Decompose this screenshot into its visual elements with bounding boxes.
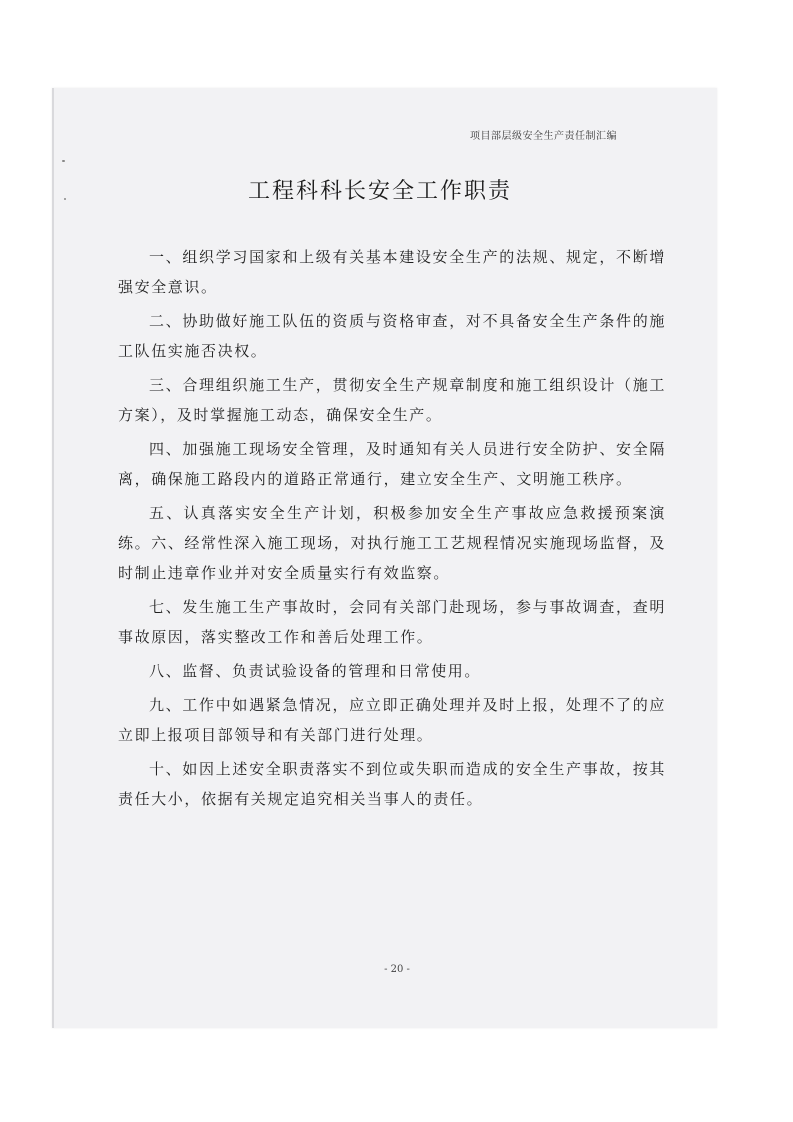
- page-number: - 20 -: [384, 964, 410, 975]
- paragraph-4: 四、加强施工现场安全管理，及时通知有关人员进行安全防护、安全隔离，确保施工路段内的道路正常通行，建立安全生产、文明施工秩序。: [118, 440, 666, 488]
- paragraph-9: 十、如因上述安全职责落实不到位或失职而造成的安全生产事故，按其责任大小，依据有关规定追究相关当事人的责任。: [118, 760, 666, 808]
- paragraph-5: 五、认真落实安全生产计划，积极参加安全生产事故应急救援预案演练。六、经常性深入施工现场，对执行施工工艺规程情况实施现场监督，及时制止违章作业并对安全质量实行有效监察。: [118, 504, 666, 582]
- paragraph-2: 二、协助做好施工队伍的资质与资格审查，对不具备安全生产条件的施工队伍实施否决权。: [118, 312, 666, 360]
- scan-speck: [62, 160, 65, 162]
- scan-speck: [64, 198, 66, 200]
- document-title: 工程科科长安全工作职责: [247, 179, 512, 204]
- paragraph-1: 一、组织学习国家和上级有关基本建设安全生产的法规、规定，不断增强安全意识。: [118, 248, 666, 296]
- paragraph-3: 三、合理组织施工生产，贯彻安全生产规章制度和施工组织设计（施工方案），及时掌握施工动态，确保安全生产。: [118, 376, 666, 424]
- paragraph-8: 九、工作中如遇紧急情况，应立即正确处理并及时上报，处理不了的应立即上报项目部领导和有关部门进行处理。: [118, 696, 666, 744]
- paragraph-7: 八、监督、负责试验设备的管理和日常使用。: [149, 662, 482, 680]
- document-body: [118, 242, 666, 818]
- running-header: 项目部层级安全生产责任制汇编: [470, 131, 617, 142]
- paper-edge-shadow: [52, 88, 54, 1028]
- paragraph-6: 七、发生施工生产事故时，会同有关部门赴现场，参与事故调查，查明事故原因，落实整改工作和善后处理工作。: [118, 598, 666, 646]
